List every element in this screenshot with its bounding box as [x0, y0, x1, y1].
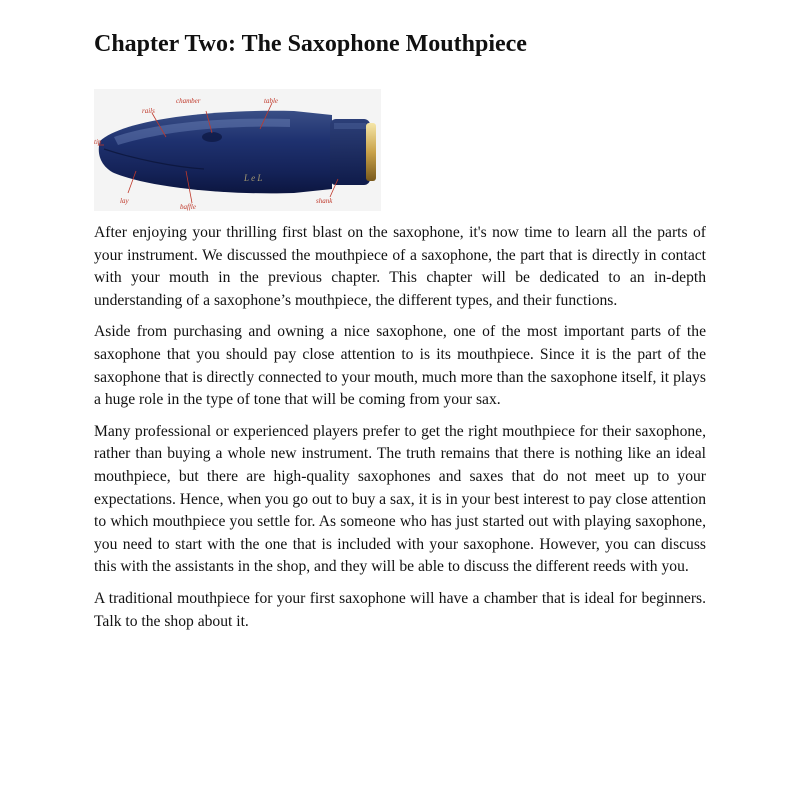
label-tip: tip [94, 138, 102, 146]
mouthpiece-figure [94, 89, 381, 211]
body-text [94, 222, 706, 642]
saxophone-mouthpiece-icon [94, 89, 381, 211]
svg-text:L e L: L e L [244, 173, 263, 183]
label-baffle: baffle [180, 203, 196, 211]
chapter-title: Chapter Two: The Saxophone Mouthpiece [94, 31, 527, 57]
label-chamber: chamber [176, 97, 201, 105]
paragraph-3: Many professional or experienced players prefer to get the right mouthpiece for their saxophone, rather than buying a whole new instrument. The truth remains that there is nothing like an ideal mouthpiece, but there are high-quality saxophones and saxes that do not meet up to your expectations. Hence, when you go out to buy a sax, it is in your best interest to pay close attention to which mouthpiece you settle for. As someone who has just started out with playing saxophone, you need to start with the one that is included with your saxophone. However, you can discuss this with the assistants in the shop, and they will be able to discuss the different reeds with you. [94, 422, 706, 576]
label-shank: shank [316, 197, 333, 205]
label-lay: lay [120, 197, 129, 205]
paragraph-1: After enjoying your thrilling first blast on the saxophone, it's now time to learn all the parts of your instrument. We discussed the mouthpiece of a saxophone, the part that is directly in contact with your mouth in the previous chapter. This chapter will be dedicated to an in-depth understanding of a saxophone’s mouthpiece, the different types, and their functions. [94, 224, 706, 309]
label-rails: rails [142, 107, 155, 115]
label-table: table [264, 97, 278, 105]
paragraph-2: Aside from purchasing and owning a nice saxophone, one of the most important parts of the saxophone that you should pay close attention to is its mouthpiece. Since it is the part of the saxophone that is directly connected to your mouth, much more than the saxophone itself, it plays a huge role in the type of tone that will be coming from your sax. [94, 323, 706, 409]
paragraph-4: A traditional mouthpiece for your first saxophone will have a chamber that is ideal for beginners. Talk to the shop about it. [94, 589, 706, 630]
